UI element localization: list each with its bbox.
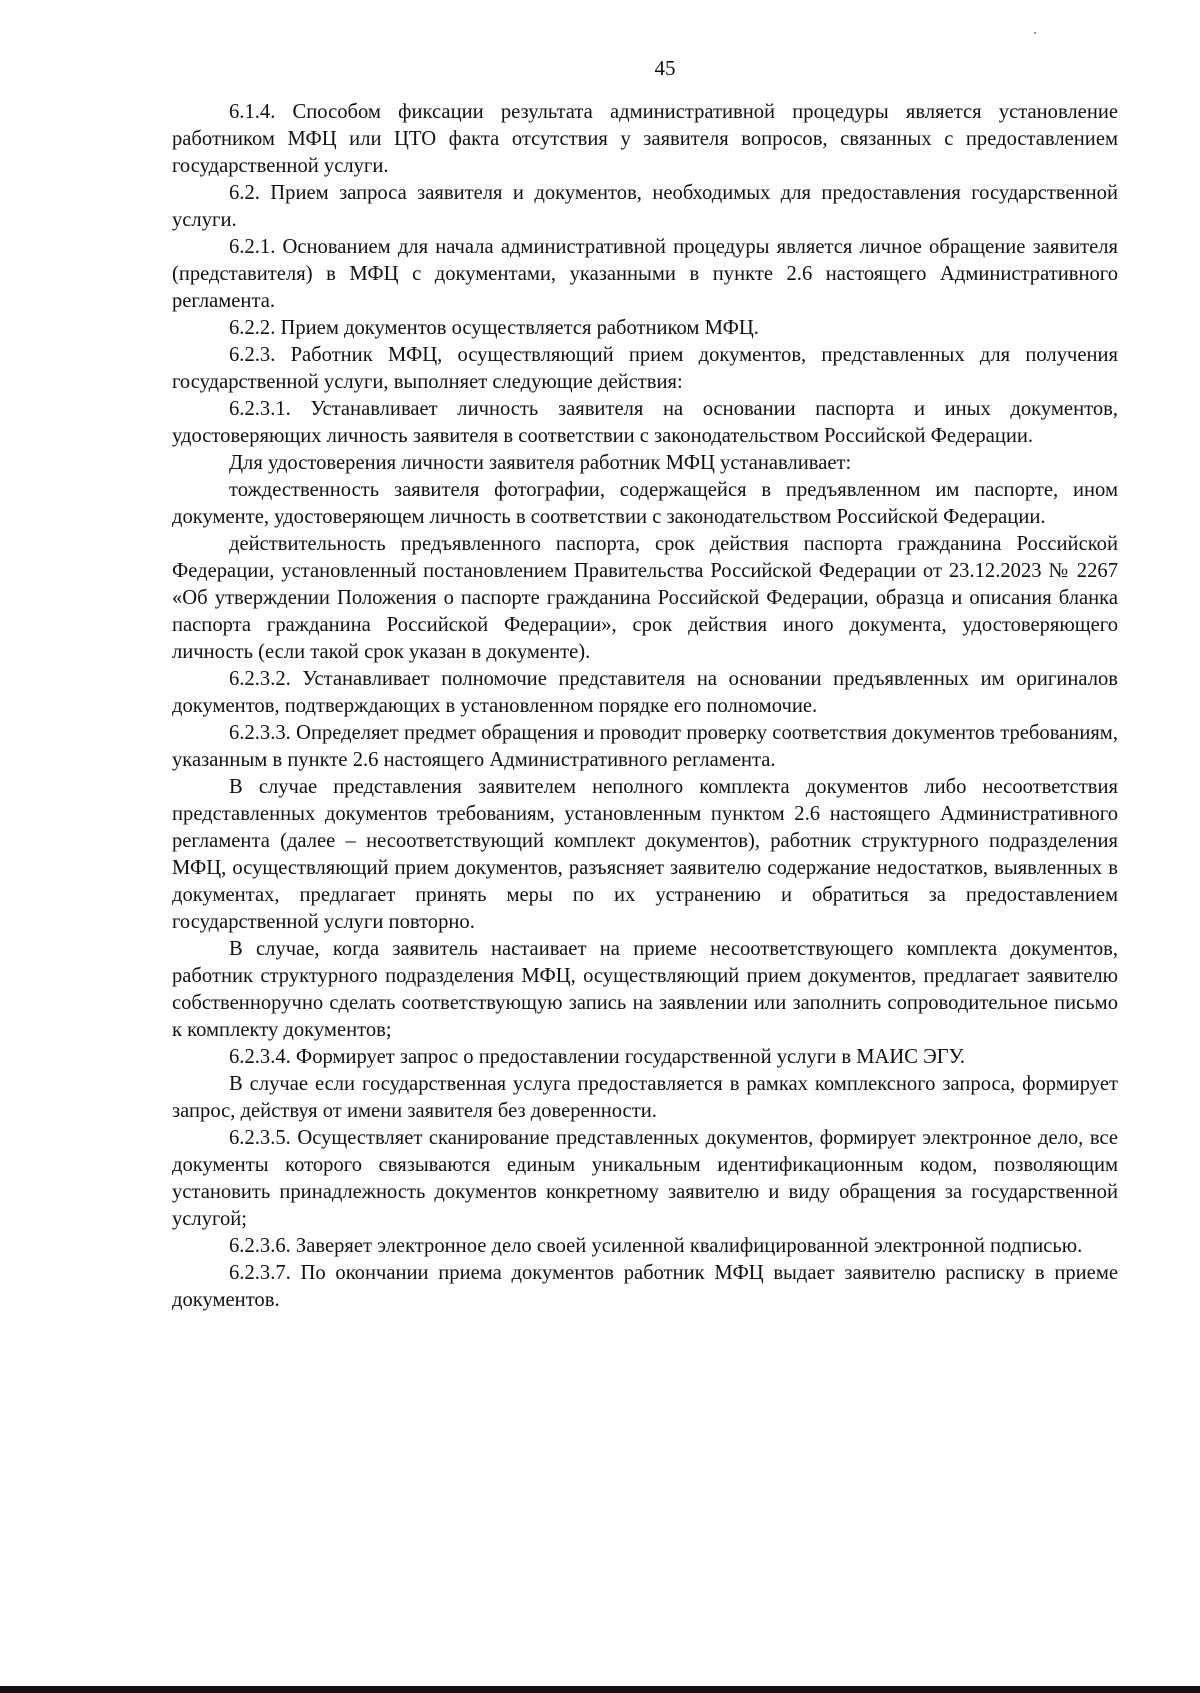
paragraph: тождественность заявителя фотографии, содержащейся в предъявленном им паспорте, ином документе, удостоверяющем личность в соответствии с законодательством Российской Федерации. <box>172 479 1118 528</box>
paragraph: В случае, когда заявитель настаивает на приеме несоответствующего комплекта документов, работник структурного подразделения МФЦ, осуществляющий прием документов, предлагает заявителю собственноручно сделать соответствующую запись на заявлении или заполнить сопроводительное письмо к комплекту документов; <box>172 938 1118 1041</box>
paragraph: Для удостоверения личности заявителя работник МФЦ устанавливает: <box>229 452 852 474</box>
paragraph: 6.2.3.2. Устанавливает полномочие представителя на основании предъявленных им оригиналов документов, подтверждающих в установленном порядке его полномочие. <box>172 668 1118 717</box>
scan-dot <box>1034 32 1036 34</box>
paragraph: 6.2.3.1. Устанавливает личность заявителя на основании паспорта и иных документов, удостоверяющих личность заявителя в соответствии с законодательством Российской Федерации. <box>172 398 1118 447</box>
paragraph: действительность предъявленного паспорта, срок действия паспорта гражданина Российской Федерации, установленный постановлением Правительства Российской Федерации от 23.12.2023 № 2267 «Об утверждении Положения о паспорте гражданина Российской Федерации, образца и описания бланка паспорта гражданина Российской Федерации», срок действия иного документа, удостоверяющего личность (если такой срок указан в документе). <box>172 533 1118 663</box>
paragraph: 6.2. Прием запроса заявителя и документов, необходимых для предоставления государственной услуги. <box>172 182 1118 231</box>
paragraph: В случае представления заявителем неполного комплекта документов либо несоответствия представленных документов требованиям, установленным пунктом 2.6 настоящего Административного регламента (далее – несоответствующий комплект документов), работник структурного подразделения МФЦ, осуществляющий прием документов, разъясняет заявителю содержание недостатков, выявленных в документах, предлагает принять меры по их устранению и обратиться за предоставлением государственной услуги повторно. <box>172 776 1118 933</box>
paragraph: 6.2.3.6. Заверяет электронное дело своей усиленной квалифицированной электронной подписью. <box>229 1235 1083 1257</box>
paragraph: В случае если государственная услуга предоставляется в рамках комплексного запроса, формирует запрос, действуя от имени заявителя без доверенности. <box>172 1073 1118 1122</box>
paragraph: 6.1.4. Способом фиксации результата административной процедуры является установление работником МФЦ или ЦТО факта отсутствия у заявителя вопросов, связанных с предоставлением государственной услуги. <box>172 101 1118 177</box>
page-number: 45 <box>654 56 676 80</box>
paragraph: 6.2.3.4. Формирует запрос о предоставлении государственной услуги в МАИС ЭГУ. <box>229 1046 966 1068</box>
paragraph: 6.2.1. Основанием для начала административной процедуры является личное обращение заявителя (представителя) в МФЦ с документами, указанными в пункте 2.6 настоящего Административного регламента. <box>172 236 1118 312</box>
document-body <box>172 99 1118 1314</box>
paragraph: 6.2.3.3. Определяет предмет обращения и проводит проверку соответствия документов требованиям, указанным в пункте 2.6 настоящего Административного регламента. <box>172 722 1118 771</box>
paragraph: 6.2.3.5. Осуществляет сканирование представленных документов, формирует электронное дело, все документы которого связываются единым уникальным идентификационным кодом, позволяющим установить принадлежность документов конкретному заявителю и виду обращения за государственной услугой; <box>172 1127 1118 1230</box>
paragraph: 6.2.3.7. По окончании приема документов работник МФЦ выдает заявителю расписку в приеме документов. <box>172 1262 1118 1311</box>
scan-bottom-edge <box>0 1686 1200 1693</box>
paragraph: 6.2.2. Прием документов осуществляется работником МФЦ. <box>229 317 759 339</box>
paragraph: 6.2.3. Работник МФЦ, осуществляющий прием документов, представленных для получения государственной услуги, выполняет следующие действия: <box>172 344 1118 393</box>
